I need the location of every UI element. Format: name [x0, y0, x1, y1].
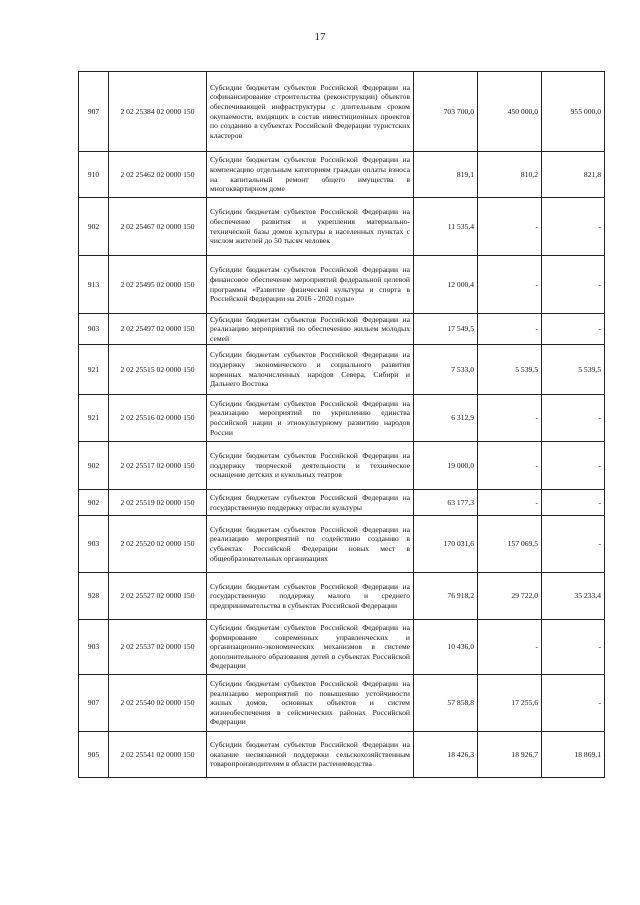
- budget-revenue-table: [78, 71, 605, 778]
- table-row: [79, 256, 605, 314]
- admin-code-cell: 907: [79, 72, 109, 152]
- amount-2019-cell: 18 426,3: [414, 732, 478, 778]
- amount-2020-cell: -: [478, 314, 542, 345]
- amount-2021-cell: -: [542, 675, 605, 732]
- admin-code-cell: 913: [79, 256, 109, 314]
- revenue-name-cell: Субсидии бюджетам субъектов Российской Федерации на реализацию мероприятий по содействию созданию в субъектах Российской Федерации новых мест в общеобразовательных организациях: [207, 516, 414, 573]
- amount-2021-cell: 821,8: [542, 152, 605, 198]
- amount-2020-cell: -: [478, 620, 542, 675]
- amount-2020-cell: 450 000,0: [478, 72, 542, 152]
- revenue-name-cell: Субсидии бюджетам субъектов Российской Федерации на поддержку экономического и социального развития коренных малочисленных народов Севера, Сибири и Дальнего Востока: [207, 345, 414, 395]
- budget-code-cell: 2 02 25462 02 0000 150: [109, 152, 207, 198]
- amount-2020-cell: -: [478, 442, 542, 490]
- revenue-name-cell: Субсидии бюджетам субъектов Российской Федерации на оказание несвязанной поддержки сельскохозяйственным товаропроизводителям в области растениеводства: [207, 732, 414, 778]
- amount-2020-cell: -: [478, 198, 542, 256]
- revenue-name-cell: Субсидии бюджетам субъектов Российской Федерации на поддержку творческой деятельности и техническое оснащение детских и кукольных театров: [207, 442, 414, 490]
- revenue-name-cell: Субсидии бюджетам субъектов Российской Федерации на финансовое обеспечение мероприятий федеральной целевой программы «Развитие физической культуры и спорта в Российской Федерации на 2016 - 2020 годы»: [207, 256, 414, 314]
- admin-code-cell: 902: [79, 198, 109, 256]
- table-body: [79, 72, 605, 778]
- amount-2019-cell: 19 000,0: [414, 442, 478, 490]
- amount-2021-cell: 18 869,1: [542, 732, 605, 778]
- amount-2021-cell: -: [542, 620, 605, 675]
- amount-2021-cell: 35 233,4: [542, 573, 605, 620]
- table-row: [79, 732, 605, 778]
- amount-2019-cell: 7 533,0: [414, 345, 478, 395]
- admin-code-cell: 903: [79, 314, 109, 345]
- amount-2019-cell: 76 918,2: [414, 573, 478, 620]
- budget-code-cell: 2 02 25497 02 0000 150: [109, 314, 207, 345]
- amount-2021-cell: 955 000,0: [542, 72, 605, 152]
- admin-code-cell: 907: [79, 675, 109, 732]
- amount-2021-cell: -: [542, 516, 605, 573]
- admin-code-cell: 903: [79, 620, 109, 675]
- budget-code-cell: 2 02 25517 02 0000 150: [109, 442, 207, 490]
- table-row: [79, 152, 605, 198]
- revenue-name-cell: Субсидии бюджетам субъектов Российской Федерации на государственную поддержку малого и среднего предпринимательства в субъектах Российской Федерации: [207, 573, 414, 620]
- admin-code-cell: 921: [79, 395, 109, 442]
- table-row: [79, 442, 605, 490]
- revenue-name-cell: Субсидии бюджетам субъектов Российской Федерации на софинансирование строительства (реконструкции) объектов обеспечивающей инфраструктуры с длительным сроком окупаемости, входящих в состав инвестиционных проектов по созданию в субъектах Российской Федерации туристских кластеров: [207, 72, 414, 152]
- amount-2021-cell: -: [542, 490, 605, 516]
- amount-2020-cell: 29 722,0: [478, 573, 542, 620]
- budget-code-cell: 2 02 25537 02 0000 150: [109, 620, 207, 675]
- budget-code-cell: 2 02 25515 02 0000 150: [109, 345, 207, 395]
- table-row: [79, 573, 605, 620]
- amount-2019-cell: 12 000,4: [414, 256, 478, 314]
- amount-2019-cell: 703 700,0: [414, 72, 478, 152]
- budget-code-cell: 2 02 25527 02 0000 150: [109, 573, 207, 620]
- admin-code-cell: 905: [79, 732, 109, 778]
- admin-code-cell: 910: [79, 152, 109, 198]
- amount-2020-cell: -: [478, 395, 542, 442]
- revenue-name-cell: Субсидия бюджетам субъектов Российской Федерации на государственную поддержку отрасли культуры: [207, 490, 414, 516]
- amount-2019-cell: 11 535,4: [414, 198, 478, 256]
- revenue-name-cell: Субсидии бюджетам субъектов Российской Федерации на обеспечение развития и укрепления материально-технической базы домов культуры в населенных пунктах с числом жителей до 50 тысяч человек: [207, 198, 414, 256]
- admin-code-cell: 902: [79, 490, 109, 516]
- table-row: [79, 675, 605, 732]
- amount-2019-cell: 170 031,6: [414, 516, 478, 573]
- admin-code-cell: 903: [79, 516, 109, 573]
- budget-code-cell: 2 02 25519 02 0000 150: [109, 490, 207, 516]
- amount-2021-cell: -: [542, 256, 605, 314]
- amount-2019-cell: 63 177,3: [414, 490, 478, 516]
- table-row: [79, 345, 605, 395]
- revenue-name-cell: Субсидии бюджетам субъектов Российской Федерации на реализацию мероприятий по повышению устойчивости жилых домов, основных объектов и систем жизнеобеспечения в сейсмических районах Российской Федерации: [207, 675, 414, 732]
- amount-2021-cell: 5 539,5: [542, 345, 605, 395]
- table-row: [79, 490, 605, 516]
- budget-code-cell: 2 02 25495 02 0000 150: [109, 256, 207, 314]
- amount-2020-cell: -: [478, 490, 542, 516]
- table-row: [79, 198, 605, 256]
- table-row: [79, 72, 605, 152]
- table-row: [79, 395, 605, 442]
- revenue-name-cell: Субсидии бюджетам субъектов Российской Федерации на компенсацию отдельным категориям граждан оплаты взноса на капитальный ремонт общего имущества в многоквартирном доме: [207, 152, 414, 198]
- admin-code-cell: 902: [79, 442, 109, 490]
- amount-2021-cell: -: [542, 442, 605, 490]
- amount-2020-cell: 18 926,7: [478, 732, 542, 778]
- amount-2021-cell: -: [542, 314, 605, 345]
- amount-2019-cell: 17 549,5: [414, 314, 478, 345]
- amount-2020-cell: 17 255,6: [478, 675, 542, 732]
- table-row: [79, 620, 605, 675]
- budget-code-cell: 2 02 25540 02 0000 150: [109, 675, 207, 732]
- amount-2019-cell: 10 436,0: [414, 620, 478, 675]
- revenue-name-cell: Субсидии бюджетам субъектов Российской Федерации на реализацию мероприятий по обеспечению жильем молодых семей: [207, 314, 414, 345]
- budget-code-cell: 2 02 25520 02 0000 150: [109, 516, 207, 573]
- amount-2019-cell: 6 312,9: [414, 395, 478, 442]
- budget-code-cell: 2 02 25516 02 0000 150: [109, 395, 207, 442]
- table-row: [79, 516, 605, 573]
- table-row: [79, 314, 605, 345]
- amount-2020-cell: 810,2: [478, 152, 542, 198]
- revenue-name-cell: Субсидии бюджетам субъектов Российской Федерации на формирование современных управленческих и организационно-экономических механизмов в системе дополнительного образования детей в субъектах Российской Федерации: [207, 620, 414, 675]
- amount-2020-cell: 157 069,5: [478, 516, 542, 573]
- revenue-name-cell: Субсидии бюджетам субъектов Российской Федерации на реализацию мероприятий по укреплению единства российской нации и этнокультурному развитию народов России: [207, 395, 414, 442]
- amount-2019-cell: 57 858,8: [414, 675, 478, 732]
- admin-code-cell: 921: [79, 345, 109, 395]
- amount-2020-cell: 5 539,5: [478, 345, 542, 395]
- amount-2019-cell: 819,1: [414, 152, 478, 198]
- budget-code-cell: 2 02 25384 02 0000 150: [109, 72, 207, 152]
- amount-2021-cell: -: [542, 395, 605, 442]
- admin-code-cell: 928: [79, 573, 109, 620]
- page-number: 17: [314, 31, 326, 43]
- amount-2021-cell: -: [542, 198, 605, 256]
- budget-code-cell: 2 02 25541 02 0000 150: [109, 732, 207, 778]
- budget-code-cell: 2 02 25467 02 0000 150: [109, 198, 207, 256]
- amount-2020-cell: -: [478, 256, 542, 314]
